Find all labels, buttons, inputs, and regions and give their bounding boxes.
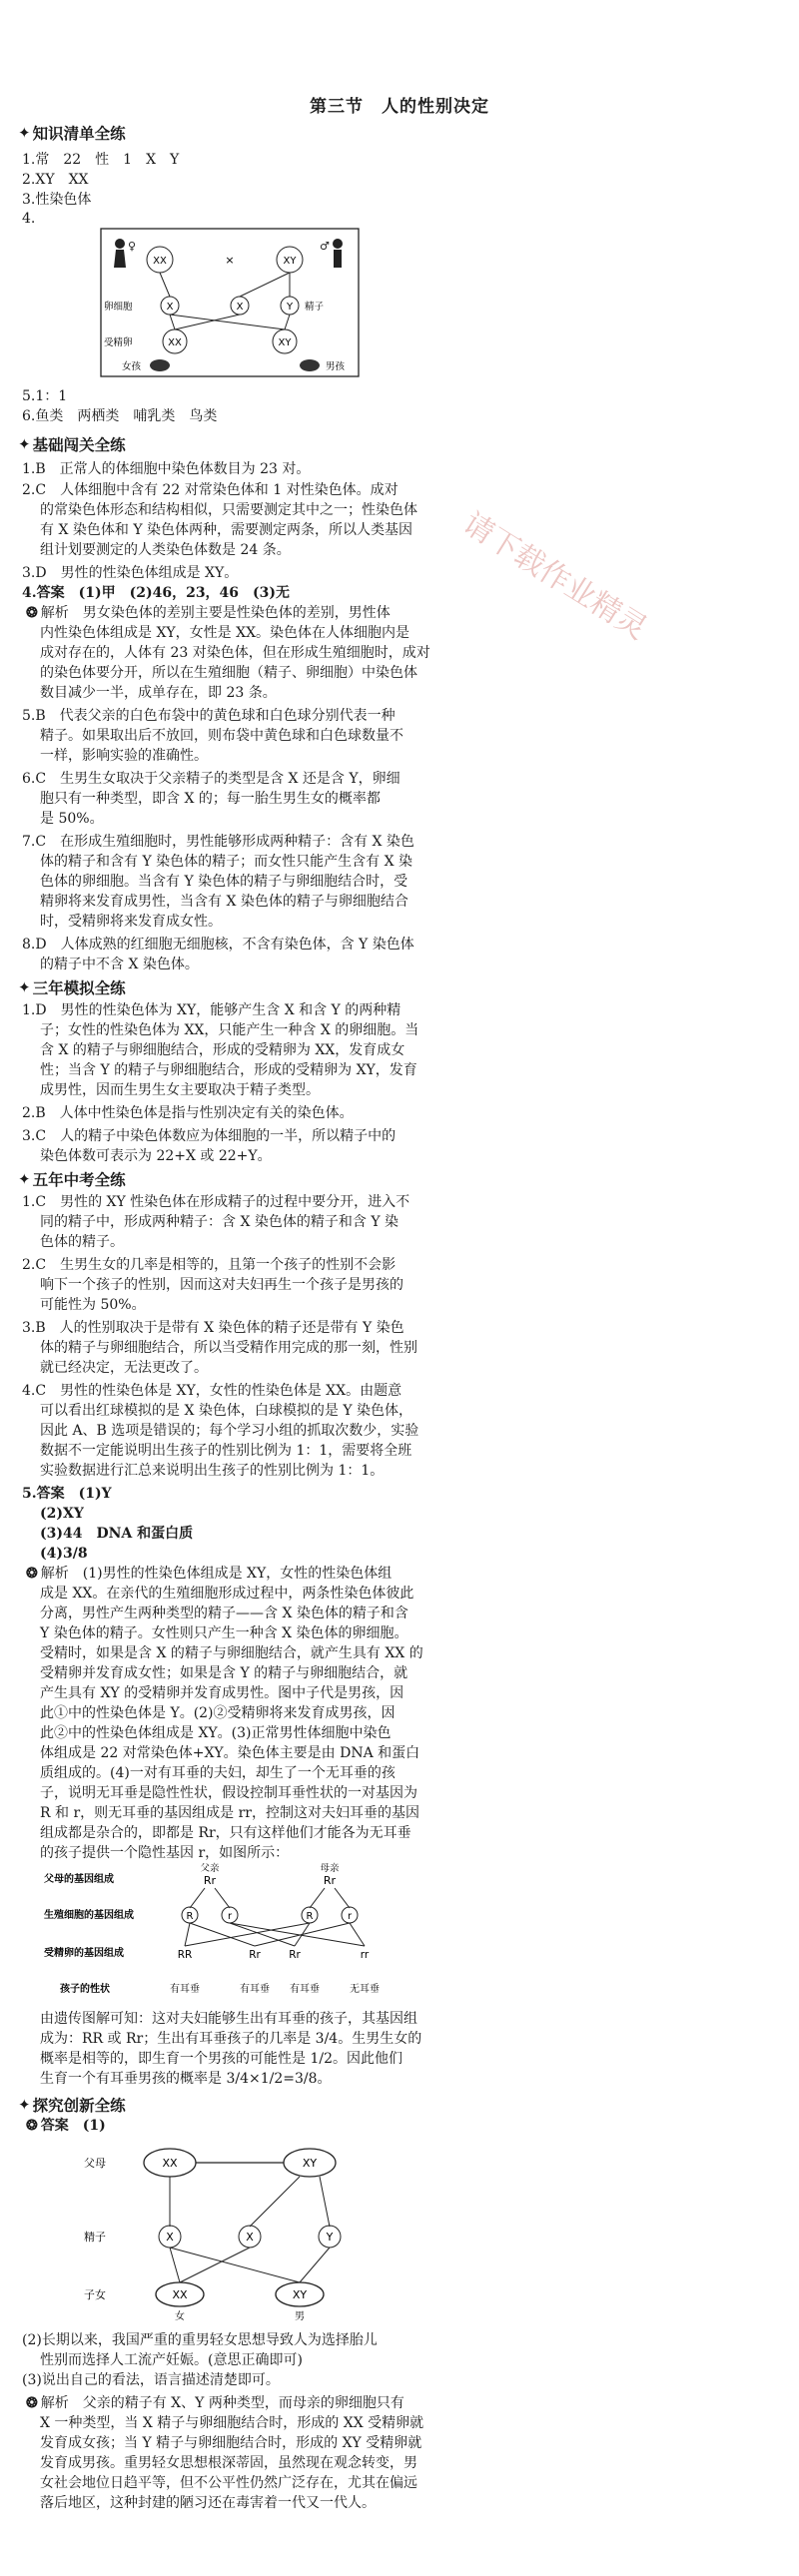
text-line-content: 染色体数可表示为 22+X 或 22+Y。 — [40, 1148, 272, 1164]
text-line — [40, 747, 208, 765]
text-line — [40, 1664, 407, 1682]
svg-text:XY: XY — [278, 337, 292, 348]
text-line-content: 5.B 代表父亲的白色布袋中的黄色球和白色球分别代表一种 — [22, 708, 396, 724]
text-line — [40, 541, 291, 559]
text-line-content: 子，说明无耳垂是隐性性状，假设控制耳垂性状的一对基因为 — [40, 1785, 417, 1801]
svg-text:♀: ♀ — [128, 240, 137, 253]
text-line-content: 组成都是杂合的，即都是 Rr，只有这样他们才能各为无耳垂 — [40, 1825, 411, 1841]
text-line-content: 4.答案 (1)甲 (2)46，23，46 (3)无 — [22, 585, 291, 601]
text-line — [22, 407, 217, 425]
text-line-content: 受精时，如果是含 X 的精子与卵细胞结合，就产生具有 XX 的 — [40, 1645, 423, 1661]
text-line-content: 因此 A、B 选项是错误的；每个学习小组的抓取次数少，实验 — [40, 1423, 419, 1439]
male-parent-figure — [320, 239, 343, 268]
text-line-content: 精子。如果取出后不放回，则布袋中黄色球和白色球数量不 — [40, 728, 403, 744]
text-line-content: 是 50%。 — [40, 811, 104, 827]
text-line-content: 解析 男女染色体的差别主要是性染色体的差别，男性体 — [40, 605, 391, 621]
star-icon: ✦ — [18, 1170, 31, 1188]
svg-text:有耳垂: 有耳垂 — [240, 1984, 270, 1995]
text-line — [40, 1684, 403, 1702]
text-line-content: 由遗传图解可知：这对夫妇能够生出有耳垂的孩子，其基因组 — [40, 2011, 417, 2027]
text-line-content: 此①中的性染色体是 Y。(2)②受精卵将来发育成男孩，因 — [40, 1705, 396, 1721]
text-line-content: 概率是相等的，即生育一个男孩的可能性是 1/2。因此他们 — [40, 2051, 402, 2067]
text-line — [40, 853, 412, 871]
text-line-content: 3.B 人的性别取决于是带有 X 染色体的精子还是带有 Y 染色 — [22, 1320, 404, 1336]
text-line-content: 4.C 男性的性染色体是 XY，女性的性染色体是 XX。由题意 — [22, 1383, 402, 1399]
watermark-text: 请下载作业精灵 — [456, 505, 653, 647]
text-line-content: 此②中的性染色体组成是 XY。(3)正常男性体细胞中染色 — [40, 1725, 392, 1741]
text-line-content: 可以看出红球模拟的是 X 染色体，白球模拟的是 Y 染色体， — [40, 1403, 413, 1419]
text-line-content: 成为：RR 或 Rr；生出有耳垂孩子的几率是 3/4。生男生女的 — [40, 2031, 422, 2047]
text-line — [40, 1276, 403, 1294]
svg-text:父母: 父母 — [84, 2157, 106, 2170]
text-line-content: (2)XY — [40, 1506, 84, 1522]
star-icon: ✦ — [18, 978, 31, 996]
text-line — [40, 2454, 417, 2472]
text-line-content: 时，受精卵将来发育成女性。 — [40, 914, 222, 930]
text-line-content: 的常染色体形态和结构相似，只需要测定其中之一；性染色体 — [40, 502, 417, 518]
text-line-content: 性；当含 Y 的精子与卵细胞结合，形成的受精卵为 XY，发育 — [40, 1062, 417, 1078]
text-line — [22, 770, 400, 788]
text-line — [22, 584, 290, 602]
baby-girl-figure — [150, 359, 170, 371]
text-line — [40, 956, 199, 973]
text-line-content: 一样，影响实验的准确性。 — [40, 748, 208, 764]
cross-sign: × — [225, 254, 235, 267]
text-line — [40, 1081, 320, 1099]
text-line-content: 体的精子和含有 Y 染色体的精子；而女性只能产生含有 X 染 — [40, 854, 413, 870]
text-line-content: 精卵将来发育成男性，当含有 X 染色体的精子与卵细胞结合 — [40, 894, 408, 910]
text-line — [40, 644, 430, 662]
text-line — [26, 2117, 106, 2135]
text-line-content: 组计划要测定的人类染色体数是 24 条。 — [40, 542, 291, 558]
svg-text:Rr: Rr — [289, 1949, 301, 1961]
analysis-marker-icon: ❂ — [26, 2395, 38, 2411]
text-line-content: 答案 (1) — [40, 2118, 106, 2134]
text-line-content: 6.C 生男生女取决于父亲精子的类型是含 X 还是含 Y，卵细 — [22, 771, 400, 787]
earlobe-genetics-diagram — [40, 1862, 400, 2002]
svg-text:子女: 子女 — [84, 2288, 106, 2301]
section-heading-basic: ✦ 基础闯关全练 — [18, 435, 126, 454]
svg-text:Y: Y — [326, 2231, 334, 2244]
text-line-content: (3)说出自己的看法，语言描述清楚即可。 — [22, 2372, 280, 2388]
text-line — [22, 936, 414, 954]
text-line — [40, 2434, 421, 2452]
analysis-marker-icon: ❂ — [26, 2118, 38, 2134]
svg-text:♂: ♂ — [320, 240, 330, 253]
svg-text:父亲: 父亲 — [200, 1863, 220, 1874]
svg-text:XY: XY — [292, 2288, 308, 2301]
svg-text:X: X — [166, 2231, 174, 2244]
text-line — [40, 1233, 124, 1251]
text-line-content: 1.D 男性的性染色体为 XY，能够产生含 X 和含 Y 的两种精 — [22, 1002, 401, 1018]
text-line-content: 发育成女孩；当 Y 精子与卵细胞结合时，形成的 XY 受精卵就 — [40, 2435, 422, 2451]
analysis-marker-icon: ❂ — [26, 605, 38, 621]
text-line — [22, 1193, 409, 1211]
text-line-content: 2.C 人体细胞中含有 22 对常染色体和 1 对性染色体。成对 — [22, 482, 399, 498]
text-line — [40, 1339, 417, 1357]
svg-text:XX: XX — [172, 2288, 188, 2301]
text-line-content: 2.C 生男生女的几率是相等的，且第一个孩子的性别不会影 — [22, 1257, 397, 1273]
text-line-content: 体的精子与卵细胞结合，所以当受精作用完成的那一刻，性别 — [40, 1340, 417, 1356]
text-line-content: 2.B 人体中性染色体是指与性别决定有关的染色体。 — [22, 1105, 354, 1121]
text-line-content: 同的精子中，形成两种精子：含 X 染色体的精子和含 Y 染 — [40, 1214, 400, 1230]
text-line-content: 女社会地位日趋平等，但不公平性仍然广泛存在，尤其在偏远 — [40, 2475, 417, 2491]
svg-text:X: X — [246, 2231, 254, 2244]
svg-text:无耳垂: 无耳垂 — [350, 1984, 380, 1995]
text-line — [40, 1545, 88, 1563]
text-line — [22, 1001, 400, 1019]
text-line-content: 解析 父亲的精子有 X、Y 两种类型，而母亲的卵细胞只有 — [40, 2395, 404, 2411]
svg-text:rr: rr — [360, 1949, 370, 1961]
text-line-content: 解析 (1)男性的性染色体组成是 XY，女性的性染色体组 — [40, 1566, 393, 1582]
text-line — [40, 913, 222, 931]
text-line-content: 1.B 正常人的体细胞中染色体数目为 23 对。 — [22, 461, 311, 477]
svg-text:Y: Y — [286, 302, 294, 313]
text-line-content: 色体的卵细胞。当含有 Y 染色体的精子与卵细胞结合时，受 — [40, 874, 408, 890]
text-line-content: 性别而选择人工流产妊娠。(意思正确即可) — [40, 2352, 303, 2368]
text-line-content: 的染色体要分开，所以在生殖细胞（精子、卵细胞）中染色体 — [40, 665, 417, 681]
svg-text:母亲: 母亲 — [320, 1863, 340, 1874]
text-line-content: 生育一个有耳垂男孩的概率是 3/4×1/2=3/8。 — [40, 2071, 332, 2087]
text-line-content: 响下一个孩子的性别，因而这对夫妇再生一个孩子是男孩的 — [40, 1277, 403, 1293]
text-line — [40, 1724, 392, 1742]
text-line — [22, 707, 396, 725]
text-line — [22, 1104, 354, 1122]
text-line — [40, 2010, 417, 2028]
svg-text:Rr: Rr — [203, 1874, 217, 1887]
text-line — [40, 1442, 411, 1460]
svg-text:Rr: Rr — [249, 1949, 261, 1961]
text-line — [40, 1804, 419, 1822]
text-line — [40, 1624, 408, 1642]
text-line — [40, 1525, 193, 1543]
text-line — [26, 1565, 392, 1583]
text-line — [22, 833, 414, 851]
svg-text:r: r — [227, 1911, 233, 1922]
text-line-content: R 和 r，则无耳垂的基因组成是 rr，控制这对夫妇耳垂的基因 — [40, 1805, 419, 1821]
text-line-content: 成是 XX。在亲代的生殖细胞形成过程中，两条性染色体彼此 — [40, 1586, 414, 1602]
text-line — [22, 191, 91, 209]
text-line-content: 4. — [22, 211, 36, 227]
text-line-content: 的孩子提供一个隐性基因 r，如图所示： — [40, 1845, 290, 1861]
svg-text:父母的基因组成: 父母的基因组成 — [44, 1874, 114, 1885]
text-line-content: 2.XY XX — [22, 172, 89, 188]
text-line — [40, 1844, 289, 1862]
svg-text:r: r — [347, 1911, 353, 1922]
female-parent-figure — [114, 239, 136, 268]
svg-text:有耳垂: 有耳垂 — [170, 1984, 200, 1995]
text-line-content: 5.答案 (1)Y — [22, 1486, 112, 1502]
text-line-content: 3.性染色体 — [22, 192, 92, 208]
svg-text:R: R — [186, 1911, 194, 1922]
text-line — [22, 1485, 112, 1503]
girl-label: 女孩 — [122, 361, 142, 372]
text-line-content: 实验数据进行汇总来说明出生孩子的性别比例为 1：1。 — [40, 1463, 385, 1479]
text-line-content: 成对存在的，人体有 23 对染色体，但在形成生殖细胞时，成对 — [40, 645, 430, 661]
section-heading-knowledge: ✦ 知识清单全练 — [18, 124, 126, 143]
text-line — [40, 2070, 332, 2088]
section-heading-three-year: ✦ 三年模拟全练 — [18, 978, 126, 997]
text-line — [40, 893, 408, 911]
text-line — [40, 727, 403, 745]
text-line — [40, 1213, 399, 1231]
text-line-content: 可能性为 50%。 — [40, 1297, 146, 1313]
text-line — [40, 1824, 411, 1842]
text-line — [22, 387, 67, 405]
text-line-content: 3.D 男性的性染色体组成是 XY。 — [22, 565, 239, 581]
text-line — [40, 2351, 303, 2369]
father-genotype: XY — [283, 256, 297, 267]
text-line-content: 有 X 染色体和 Y 染色体两种，需要测定两条，所以人类基因 — [40, 522, 413, 538]
svg-text:X: X — [236, 302, 244, 313]
text-line — [40, 1041, 404, 1059]
text-line — [40, 521, 412, 539]
text-line-content: 7.C 在形成生殖细胞时，男性能够形成两种精子：含有 X 染色 — [22, 834, 414, 850]
text-line-content: 就已经决定，无法更改了。 — [40, 1360, 208, 1376]
text-line-content: 1.常 22 性 1 X Y — [22, 152, 180, 168]
text-line-content: 子；女性的性染色体为 XX，只能产生一种含 X 的卵细胞。当 — [40, 1022, 419, 1038]
text-line — [22, 481, 399, 499]
zygote-label: 受精卵 — [104, 337, 133, 348]
text-line-content: 受精卵并发育成女性；如果是含 Y 的精子与卵细胞结合，就 — [40, 1665, 408, 1681]
text-line-content: 色体的精子。 — [40, 1234, 124, 1250]
svg-text:Rr: Rr — [323, 1874, 337, 1887]
text-line — [40, 1422, 418, 1440]
text-line — [40, 684, 277, 702]
text-line — [22, 171, 89, 189]
text-line-content: 质组成的。(4)一对有耳垂的夫妇，却生了一个无耳垂的孩 — [40, 1765, 396, 1781]
section-heading-five-year: ✦ 五年中考全练 — [18, 1170, 126, 1189]
text-line — [40, 2494, 376, 2512]
text-line-content: 数据不一定能说明出生孩子的性别比例为 1：1，需要将全班 — [40, 1443, 412, 1459]
text-line — [40, 1605, 408, 1622]
text-line — [40, 1784, 417, 1802]
svg-text:孩子的性状: 孩子的性状 — [60, 1984, 110, 1995]
text-line-content: 数目减少一半，成单存在，即 23 条。 — [40, 685, 277, 701]
text-line-content: X 一种类型，当 X 精子与卵细胞结合时，形成的 XX 受精卵就 — [40, 2415, 424, 2431]
svg-text:RR: RR — [177, 1949, 193, 1961]
text-line-content: 的精子中不含 X 染色体。 — [40, 957, 199, 972]
text-line — [40, 1359, 208, 1377]
text-line-content: Y 染色体的精子。女性则只产生一种含 X 染色体的卵细胞。 — [40, 1625, 408, 1641]
text-line — [40, 1147, 272, 1165]
text-line — [40, 790, 381, 808]
baby-boy-figure — [300, 359, 320, 371]
text-line — [40, 2030, 421, 2048]
text-line — [22, 1256, 396, 1274]
text-line — [22, 1382, 401, 1400]
text-line — [22, 1127, 396, 1145]
svg-text:XX: XX — [162, 2157, 178, 2170]
text-line — [40, 1764, 396, 1782]
text-line-content: 3.C 人的精子中染色体数应为体细胞的一半，所以精子中的 — [22, 1128, 397, 1144]
text-line-content: 发育成男孩。重男轻女思想根深蒂固，虽然现在观念转变，男 — [40, 2455, 417, 2471]
text-line — [40, 1744, 419, 1762]
sex-inheritance-diagram — [80, 2137, 380, 2321]
svg-text:X: X — [166, 302, 174, 313]
text-line — [22, 1319, 404, 1337]
svg-text:精子: 精子 — [84, 2231, 106, 2244]
svg-text:XY: XY — [302, 2157, 318, 2170]
text-line-content: 胞只有一种类型，即含 X 的；每一胎生男生女的概率都 — [40, 791, 381, 807]
svg-text:男: 男 — [295, 2311, 305, 2321]
text-line — [40, 1021, 418, 1039]
boy-label: 男孩 — [326, 361, 346, 372]
analysis-marker-icon: ❂ — [26, 1566, 38, 1582]
text-line-content: 含 X 的精子与卵细胞结合，形成的受精卵为 XX，发育成女 — [40, 1042, 405, 1058]
text-line — [22, 210, 35, 228]
text-line-content: 8.D 人体成熟的红细胞无细胞核，不含有染色体，含 Y 染色体 — [22, 937, 414, 953]
text-line-content: 产生具有 XY 的受精卵并发育成男性。图中子代是男孩，因 — [40, 1685, 404, 1701]
svg-text:生殖细胞的基因组成: 生殖细胞的基因组成 — [44, 1910, 134, 1921]
page-title: 第三节 人的性别决定 — [310, 97, 489, 117]
text-line-content: (3)44 DNA 和蛋白质 — [40, 1526, 194, 1542]
text-line — [40, 1644, 423, 1662]
text-line — [22, 460, 310, 478]
star-icon: ✦ — [18, 435, 31, 453]
sex-determination-diagram — [100, 228, 360, 377]
text-line-content: 落后地区，这种封建的陋习还在毒害着一代又一代人。 — [40, 2495, 376, 2511]
svg-text:有耳垂: 有耳垂 — [290, 1984, 320, 1995]
text-line — [40, 1585, 413, 1603]
text-line — [22, 2331, 378, 2349]
text-line — [40, 501, 417, 519]
text-line — [40, 2474, 417, 2492]
text-line — [40, 1505, 84, 1523]
text-line — [40, 1061, 417, 1079]
text-line — [26, 604, 391, 622]
mother-genotype: XX — [153, 256, 167, 267]
text-line — [40, 664, 417, 682]
text-line-content: 内性染色体组成是 XY，女性是 XX。染色体在人体细胞内是 — [40, 625, 410, 641]
text-line — [40, 2414, 423, 2432]
text-line — [26, 2394, 404, 2412]
text-line-content: (2)长期以来，我国严重的重男轻女思想导致人为选择胎儿 — [22, 2332, 378, 2348]
text-line — [40, 873, 407, 891]
text-line — [22, 2371, 280, 2389]
text-line-content: (4)3/8 — [40, 1546, 88, 1562]
egg-label: 卵细胞 — [104, 302, 133, 313]
text-line — [22, 151, 179, 169]
text-line-content: 分离，男性产生两种类型的精子——含 X 染色体的精子和含 — [40, 1606, 408, 1621]
sperm-label: 精子 — [305, 302, 325, 313]
text-line-content: 成男性，因而生男生女主要取决于精子类型。 — [40, 1082, 320, 1098]
text-line — [40, 810, 104, 828]
text-line — [40, 1704, 396, 1722]
svg-text:XX: XX — [168, 337, 182, 348]
text-line — [40, 1402, 412, 1420]
text-line — [40, 2050, 402, 2068]
text-line — [40, 1296, 146, 1314]
text-line-content: 体组成是 22 对常染色体+XY。染色体主要是由 DNA 和蛋白 — [40, 1745, 420, 1761]
svg-text:R: R — [306, 1911, 314, 1922]
svg-text:受精卵的基因组成: 受精卵的基因组成 — [44, 1948, 124, 1959]
text-line — [22, 564, 238, 582]
text-line — [40, 1462, 384, 1480]
text-line — [40, 624, 409, 642]
text-line-content: 1.C 男性的 XY 性染色体在形成精子的过程中要分开，进入不 — [22, 1194, 410, 1210]
text-line-content: 5.1：1 — [22, 388, 68, 404]
text-line-content: 6.鱼类 两栖类 哺乳类 鸟类 — [22, 408, 218, 424]
star-icon: ✦ — [18, 2096, 31, 2114]
section-heading-explore: ✦ 探究创新全练 — [18, 2096, 126, 2115]
star-icon: ✦ — [18, 124, 31, 142]
svg-text:女: 女 — [175, 2311, 185, 2321]
